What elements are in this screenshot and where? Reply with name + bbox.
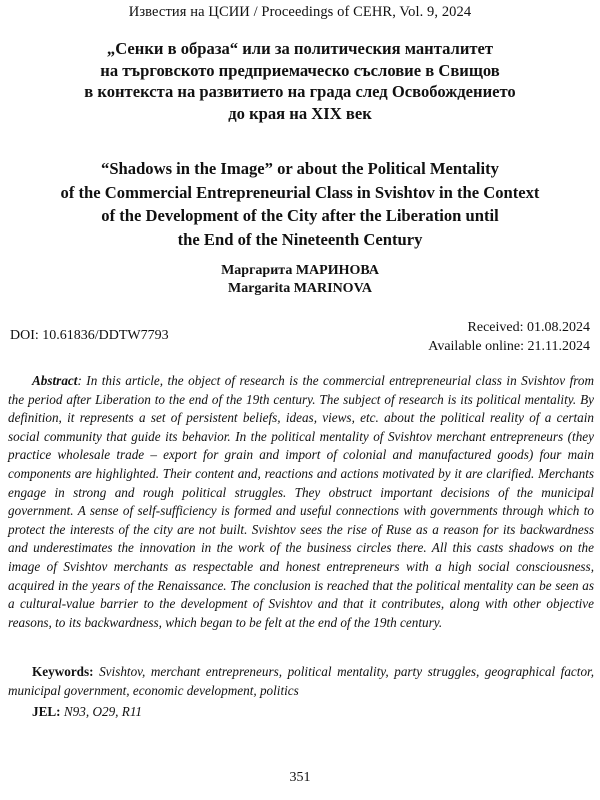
abstract (8, 372, 594, 632)
title-en-line: of the Commercial Entrepreneurial Class in Svishtov in the Context (60, 182, 540, 202)
title-bg-line: „Сенки в образа“ или за политическия манталитет (106, 39, 494, 58)
jel-text: N93, O29, R11 (60, 704, 143, 719)
keywords-label: Keywords: (32, 664, 94, 679)
received-date: Received: 01.08.2024 (467, 320, 590, 335)
author-name-bg: Маргарита МАРИНОВА (221, 263, 379, 278)
keywords-text: Svishtov, merchant entrepreneurs, political mentality, party struggles, geographical factor, municipal government, economic development, politics (8, 664, 594, 698)
keywords (8, 663, 594, 700)
abstract-text: : In this article, the object of research is the commercial entrepreneurial class in Svishtov from the period after Liberation to the end of the 19th century. The subject of research is its political mentality. By definition, it represents a set of persistent beliefs, ideas, views, etc. about the political reality of a certain social community that guide its behavior. In the political mentality of Svishtov merchant entrepreneurs (they practice wholesale trade – export for grain and import of colonial and manufactured goods) four main components are highlighted. Their content and, reactions and actions motivated by it are clarified. Merchants engage in strong and rough political struggles. They obstruct important decisions of the municipal government. A sense of self-sufficiency is formed and useful connections with governments through which to protect the interests of the city are not built. Svishtov sees the rise of Ruse as a reason for its backwardness and underestimates the innovation in the work of the business circles there. All this casts shadows on the image of Svishtov merchants as respectable and honest entrepreneurs with a high social consciousness, acquired in the years of the Renaissance. The conclusion is reached that the political mentality can be seen as a cultural-value barrier to the development of Svishtov and that it contributes, along with other objective reasons, to its backwardness, which began to be felt at the end of the 19th century. (8, 373, 594, 630)
title-bg-line: до края на XIX век (228, 103, 372, 123)
page-number: 351 (289, 770, 311, 785)
title-bulgarian (0, 38, 600, 124)
author-block (0, 262, 600, 298)
running-header: Известия на ЦСИИ / Proceedings of CEHR, Vol. 9, 2024 (128, 4, 472, 20)
available-online-date: Available online: 21.11.2024 (428, 339, 590, 354)
title-en-line: the End of the Nineteenth Century (177, 229, 423, 249)
doi: DOI: 10.61836/DDTW7793 (10, 328, 169, 343)
title-bg-line: в контекста на развитието на града след Освобождението (84, 82, 516, 101)
jel-codes (32, 703, 142, 722)
title-en-line: of the Development of the City after the Liberation until (101, 206, 499, 225)
jel-label: JEL: (32, 704, 61, 719)
abstract-label: Abstract (32, 373, 78, 388)
publication-dates (428, 318, 590, 356)
title-bg-line: на търговското предприемаческо съсловие в Свищов (100, 60, 500, 80)
author-name-en: Margarita MARINOVA (228, 281, 372, 296)
title-english (0, 157, 600, 251)
title-en-line: “Shadows in the Image” or about the Political Mentality (101, 159, 499, 178)
